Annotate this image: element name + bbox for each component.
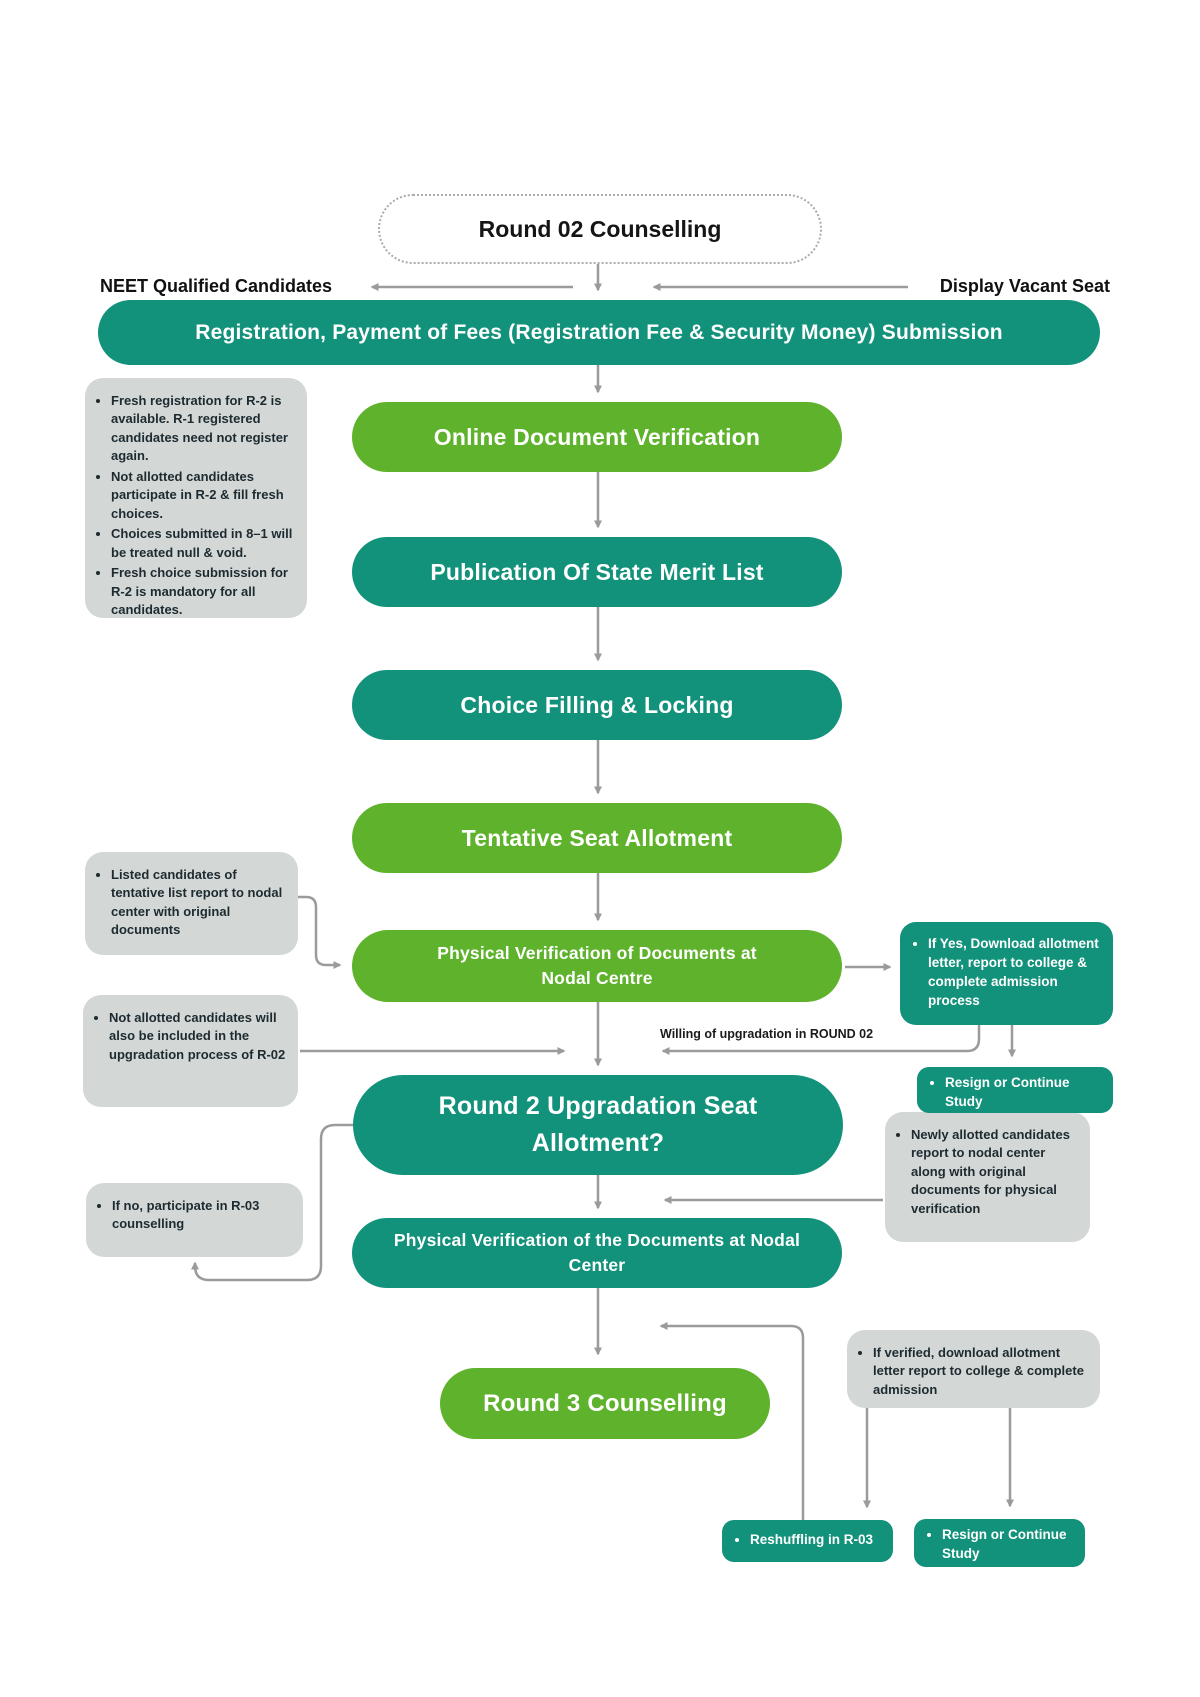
note-item: • Reshuffling in R-03 [750,1530,883,1549]
node-choice-filling-locking: Choice Filling & Locking [352,670,842,740]
note-item: • Not allotted candidates participate in R-2 & fill fresh choices. [111,468,297,523]
note-reshuffling-r03 [722,1520,893,1562]
note-item: • Choices submitted in 8–1 will be treated null & void. [111,525,297,562]
note-if-yes-download [900,922,1113,1025]
node-publication-state-merit-list: Publication Of State Merit List [352,537,842,607]
note-if-no-r03 [86,1183,303,1257]
node-round2-upgradation-seat-allotment: Round 2 Upgradation Seat Allotment? [353,1075,843,1175]
note-item: • If Yes, Download allotment letter, report to college & complete admission process [928,934,1103,1011]
note-item: • If no, participate in R-03 counselling [112,1197,293,1234]
note-item: • Resign or Continue Study [945,1073,1103,1111]
node-round3-counselling: Round 3 Counselling [440,1368,770,1439]
note-resign-or-continue-top [917,1067,1113,1113]
node-tentative-seat-allotment: Tentative Seat Allotment [352,803,842,873]
note-item: • Not allotted candidates will also be included in the upgradation process of R-02 [109,1009,288,1064]
edge-listed-to-pv1 [298,897,340,965]
note-if-verified-download [847,1330,1100,1408]
note-item: • Listed candidates of tentative list report to nodal center with original documents [111,866,288,940]
node-physical-verification-nodal-centre: Physical Verification of Documents at Nodal Centre [352,930,842,1002]
note-resign-or-continue-bottom [914,1519,1085,1567]
note-item: • Newly allotted candidates report to nodal center along with original documents for physical verification [911,1126,1080,1218]
note-item: • Fresh choice submission for R-2 is mandatory for all candidates. [111,564,297,619]
note-not-allotted-upgradation [83,995,298,1107]
note-r2-registration-info [85,378,307,618]
note-item: • Resign or Continue Study [942,1525,1075,1563]
edge-label-willing-upgradation: Willing of upgradation in ROUND 02 [660,1027,874,1041]
title-round-02-counselling: Round 02 Counselling [378,194,822,264]
node-registration-payment: Registration, Payment of Fees (Registration Fee & Security Money) Submission [98,300,1100,365]
node-online-document-verification: Online Document Verification [352,402,842,472]
note-newly-allotted-report [885,1112,1090,1242]
label-neet-qualified-candidates: NEET Qualified Candidates [100,276,333,296]
note-item: • Fresh registration for R-2 is available. R-1 registered candidates need not register again. [111,392,297,466]
note-item: • If verified, download allotment letter report to college & complete admission [873,1344,1090,1399]
note-listed-candidates [85,852,298,955]
label-display-vacant-seat: Display Vacant Seat [939,276,1110,296]
node-physical-verification-nodal-center-2: Physical Verification of the Documents at Nodal Center [352,1218,842,1288]
